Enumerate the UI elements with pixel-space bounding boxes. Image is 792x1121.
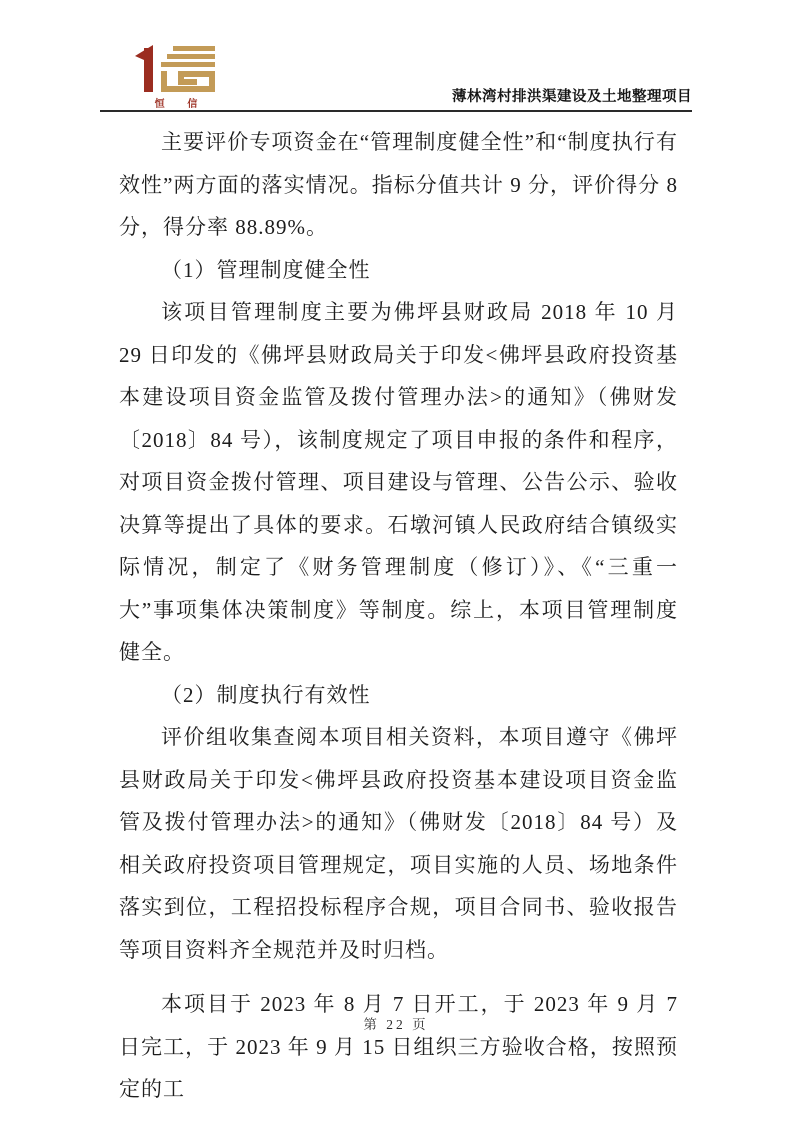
document-body <box>100 112 692 1111</box>
paragraph-schedule: 本项目于 2023 年 8 月 7 日开工，于 2023 年 9 月 7 日完工，于 2023 年 9 月 15 日组织三方验收合格，按照预定的工 <box>119 992 678 1101</box>
hengxin-logo-icon <box>131 42 221 94</box>
page-header <box>100 42 692 108</box>
paragraph-execution-effectiveness: 评价组收集查阅本项目相关资料，本项目遵守《佛坪县财政局关于印发<佛坪县政府投资基本建设项目资金监管及拨付管理办法>的通知》（佛财发〔2018〕84 号）及相关政府投资项目管理规定，项目实施的人员、场地条件落实到位，工程招投标程序合规，项目合同书、验收报告等项目资料齐全规范并及时归档。 <box>119 725 678 962</box>
page-footer <box>0 1013 792 1033</box>
paragraph-system-soundness: 该项目管理制度主要为佛坪县财政局 2018 年 10 月 29 日印发的《佛坪县财政局关于印发<佛坪县政府投资基本建设项目资金监管及拨付管理办法>的通知》（佛财发〔2018〕84 号），该制度规定了项目申报的条件和程序，对项目资金拨付管理、项目建设与管理、公告公示、验收决算等提出了具体的要求。石墩河镇人民政府结合镇级实际情况，制定了《财务管理制度（修订）》、《“三重一大”事项集体决策制度》等制度。综上，本项目管理制度健全。 <box>119 300 678 664</box>
page-number: 第 22 页 <box>363 1017 429 1032</box>
company-logo <box>128 42 224 110</box>
subsection-heading-2: （2）制度执行有效性 <box>161 682 371 707</box>
project-title: 薄林湾村排洪渠建设及土地整理项目 <box>452 89 692 105</box>
subsection-heading-1: （1）管理制度健全性 <box>161 257 371 282</box>
company-name: 恒 信 <box>154 99 208 110</box>
paragraph-intro: 主要评价专项资金在“管理制度健全性”和“制度执行有效性”两方面的落实情况。指标分值共计 9 分，评价得分 8 分，得分率 88.89%。 <box>119 130 678 239</box>
